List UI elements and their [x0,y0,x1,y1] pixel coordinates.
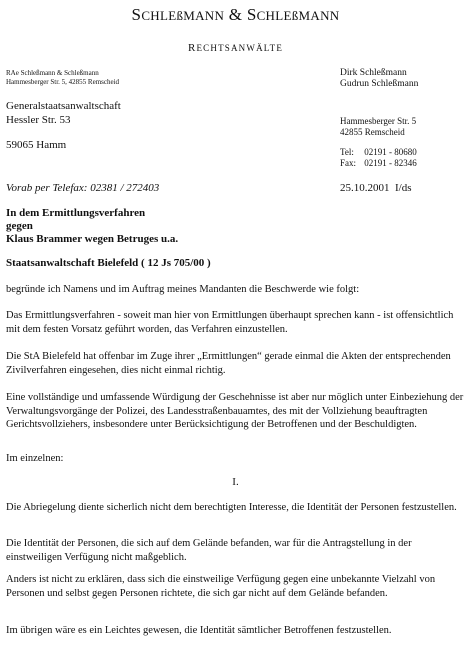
firm-name-initial: S [246,5,257,24]
telephone-number: 02191 - 80680 [364,147,417,157]
firm-name-rest: CHLEßMANN [141,8,225,23]
section-numeral: I. [232,476,239,488]
telephone-label: Tel: [340,147,354,157]
body-paragraph: Eine vollständige und umfassende Würdigung der Geschehnisse ist aber nur möglich unter Einbeziehung der Verwaltungsvorgänge der Polizei, des Landesstraßenbauamtes, des mit der Vollziehung beauftragten Gerichtsvollziehers, insbesondere unter Berücksichtigung der Betroffenen und der Beschuldigten. [6,392,464,430]
body-paragraph: Die StA Bielefeld hat offenbar im Zuge ihrer „Ermittlungen“ gerade einmal die Akten der entsprechenden Zivilverfahren eingesehen, dies nicht einmal richtig. [6,351,451,376]
office-street: Hammesberger Str. 5 [340,116,417,126]
date-reference: 25.10.2001 I/ds [340,182,412,194]
body-paragraph: Im übrigen wäre es ein Leichtes gewesen, die Identität sämtlicher Betroffenen festzustellen. [6,625,392,636]
lawyer-name: Gudrun Schleßmann [340,79,419,89]
office-city: 42855 Remscheid [340,127,405,137]
sender-firm: RAe Schleßmann & Schleßmann [6,69,99,77]
subject-block [6,207,178,246]
subject-line: In dem Ermittlungsverfahren [6,207,146,219]
fax-line [340,158,417,169]
office-address [340,116,416,138]
firm-name-initial: S [131,5,142,24]
sender-address: Hammesberger Str. 5, 42855 Remscheid [6,78,120,86]
body-paragraph: Das Ermittlungsverfahren - soweit man hier von Ermittlungen überhaupt sprechen kann - ist offensichtlich mit dem festen Vorsatz geführt worden, das Verfahren einzustellen. [6,310,454,335]
lawyer-name: Dirk Schleßmann [340,68,407,78]
recipient-city: 59065 Hamm [6,139,67,151]
fax-note: Vorab per Telefax: 02381 / 272403 [6,182,160,194]
recipient-name: Generalstaatsanwaltschaft [6,100,121,112]
fax-number: 02191 - 82346 [364,158,417,168]
firm-name [0,5,471,25]
subtitle-rest: ECHTSANWÄLTE [196,43,284,53]
firm-name-ampersand: & [224,5,247,24]
body-paragraph: Die Identität der Personen, die sich auf dem Gelände befanden, war für die Antragstellung in der einstweiligen Verfügung nicht maßgeblich. [6,538,412,563]
firm-name-rest: CHLEßMANN [256,8,340,23]
lawyer-names [340,68,418,90]
authority-reference: Staatsanwaltschaft Bielefeld ( 12 Js 705/00 ) [6,257,211,269]
body-paragraph: Anders ist nicht zu erklären, dass sich die einstweilige Verfügung gegen eine unbekannte Vielzahl von Personen und selbst gegen Personen richtete, die sich gar nicht auf dem Gelände befanden. [6,574,436,599]
telephone-line [340,147,417,158]
fax-label: Fax: [340,158,357,168]
body-paragraph: begründe ich Namens und im Auftrag meines Mandanten die Beschwerde wie folgt: [6,284,360,295]
body-paragraph: Die Abriegelung diente sicherlich nicht dem berechtigten Interesse, die Identität der Personen festzustellen. [6,502,457,513]
sender-line [6,69,119,87]
office-contact [340,147,417,169]
firm-subtitle [0,42,471,54]
recipient-street: Hessler Str. 53 [6,114,71,126]
subject-line: gegen [6,220,33,232]
subject-line: Klaus Brammer wegen Betruges u.a. [6,233,179,245]
recipient-address [6,99,121,127]
subtitle-initial: R [187,42,197,54]
body-paragraph: Im einzelnen: [6,453,64,464]
